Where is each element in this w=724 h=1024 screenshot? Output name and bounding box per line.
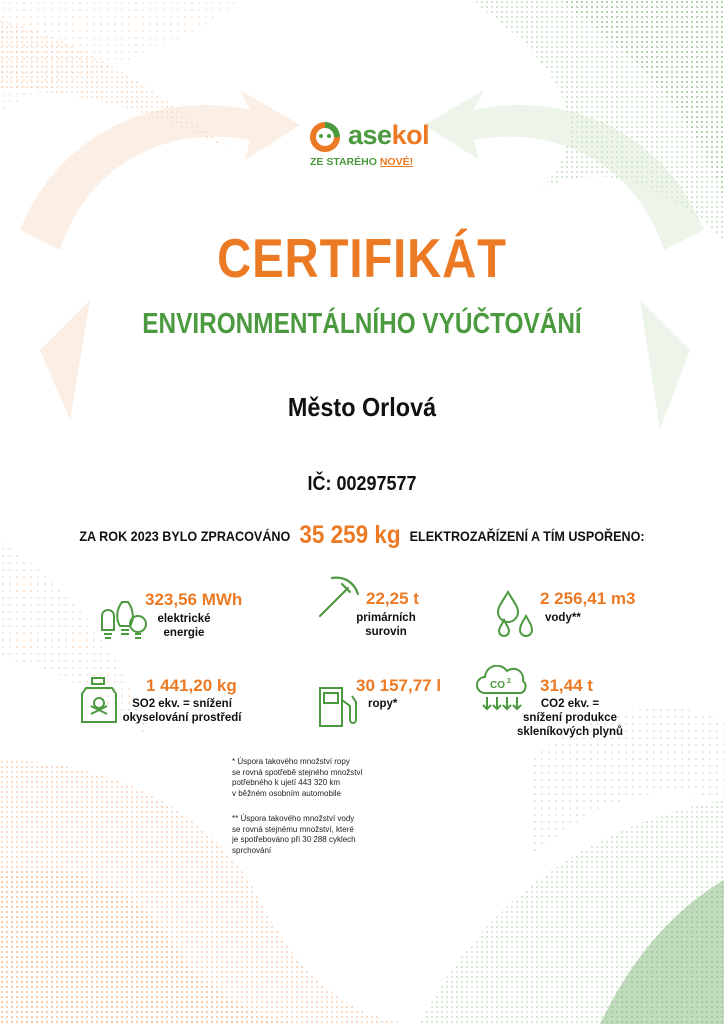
svg-text:2: 2 (507, 678, 511, 685)
co2-value: 31,44 t (540, 676, 593, 695)
so2-value: 1 441,20 kg (146, 676, 237, 695)
energy-label: elektrické energie (157, 613, 211, 639)
svg-text:CO: CO (490, 680, 505, 691)
raw-materials-value: 22,25 t (366, 589, 419, 608)
footnote-water: ** Úspora takového množství vody se rovná stejnému množství, které je spotřebováno při 30 288 cyklech sprchování (232, 814, 356, 855)
certificate-subtitle: ENVIRONMENTÁLNÍHO VYÚČTOVÁNÍ (142, 308, 582, 340)
logo-wordmark: asekol (348, 120, 430, 150)
so2-label: SO2 ekv. = snížení okyselování prostředí (122, 698, 242, 724)
footnote-oil: * Úspora takového množství ropy se rovná spotřebě stejného množství potřebného k ujetí 443 320 km v běžném osobním automobile (232, 757, 363, 798)
lightbulb-icon (92, 590, 150, 648)
water-label: vody** (545, 612, 581, 624)
organization-name: Město Orlová (287, 392, 437, 422)
ico-number: IČ: 00297577 (307, 473, 417, 495)
energy-value: 323,56 MWh (145, 590, 243, 609)
water-value: 2 256,41 m3 (540, 589, 636, 608)
asekol-logo-icon (308, 120, 342, 154)
water-drops-icon (492, 590, 540, 642)
asekol-logo (308, 118, 428, 178)
certificate-title: CERTIFIKÁT (217, 227, 507, 289)
processed-amount: 35 259 kg (299, 521, 401, 549)
oil-label: ropy* (368, 698, 398, 710)
toxic-canister-icon (78, 676, 120, 726)
oil-value: 30 157,77 l (356, 676, 442, 695)
co2-label: CO2 ekv. = snížení produkce skleníkových plynů (516, 698, 624, 738)
raw-materials-label: primárních surovin (356, 612, 416, 638)
logo-tagline: ZE STARÉHO NOVÉ! (310, 156, 414, 168)
processing-summary: ZA ROK 2023 BYLO ZPRACOVÁNO 35 259 kg ELEKTROZAŘÍZENÍ A TÍM USPOŘENO: (79, 521, 645, 549)
